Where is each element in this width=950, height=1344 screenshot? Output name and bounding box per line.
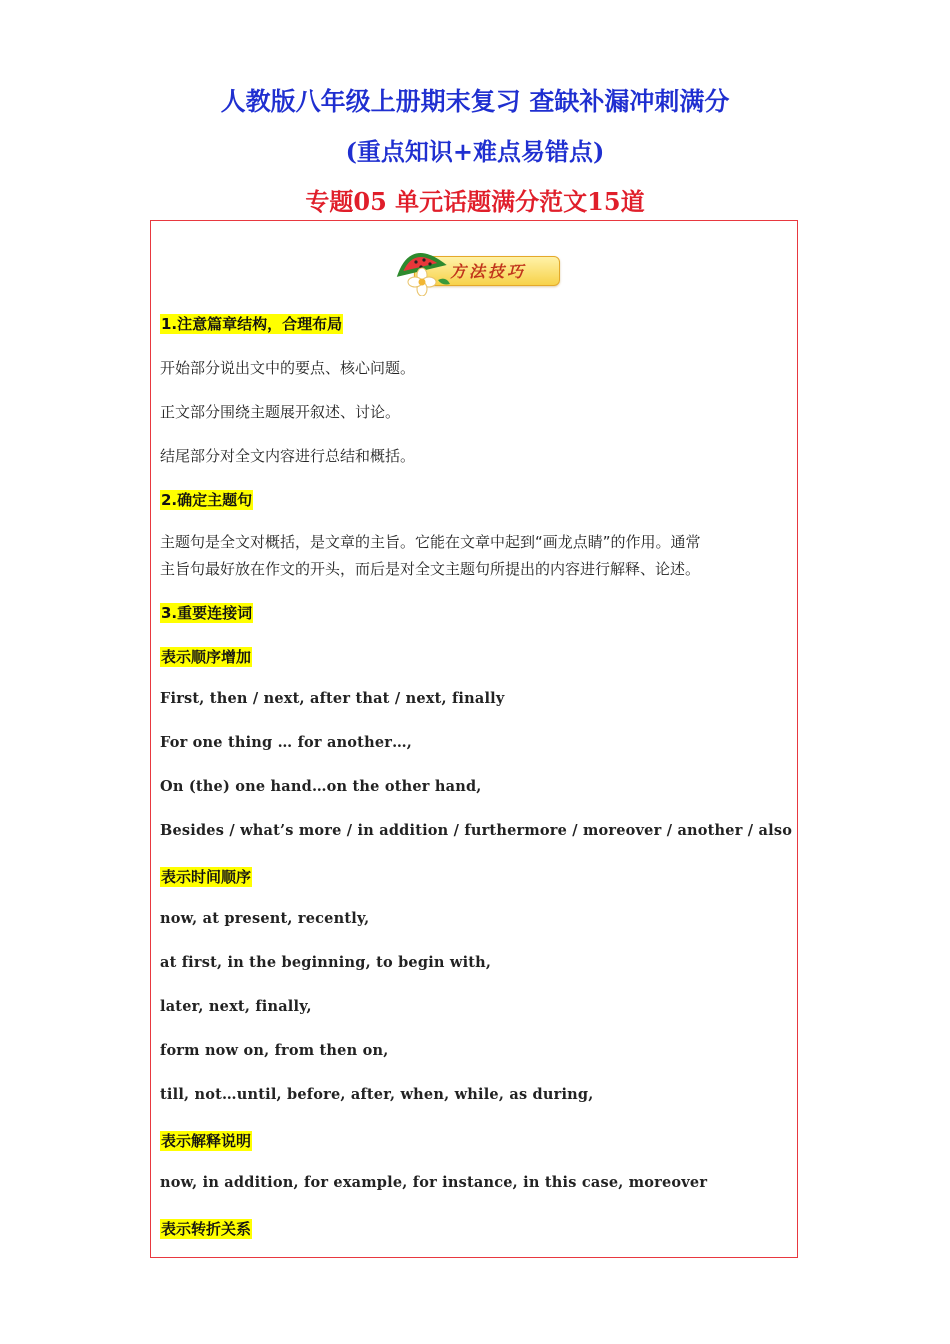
paragraph-opening: 开始部分说出文中的要点、核心问题。 [160, 359, 416, 377]
subheading-sequence: 表示顺序增加 [161, 648, 252, 666]
document-title: 人教版八年级上册期末复习 查缺补漏冲刺满分 [220, 87, 730, 116]
connective-line: now, at present, recently, [160, 910, 370, 927]
paragraph-body: 正文部分围绕主题展开叙述、讨论。 [160, 403, 401, 421]
connective-line: form now on, from then on, [160, 1042, 389, 1059]
connective-line: On (the) one hand…on the other hand, [160, 778, 482, 795]
watermelon-flower-icon [394, 240, 458, 296]
topic-sentence-line-1: 主题句是全文对概括，是文章的主旨。它能在文章中起到“画龙点睛”的作用。通常 [160, 533, 701, 551]
connective-line: till, not…until, before, after, when, while, as during, [160, 1086, 594, 1103]
connective-line: later, next, finally, [160, 998, 312, 1015]
connective-line: For one thing … for another…, [160, 734, 413, 751]
connective-line: at first, in the beginning, to begin with, [160, 954, 492, 971]
topic-title: 专题05 单元话题满分范文15道 [305, 187, 645, 216]
section-heading-structure: 1.注意篇章结构，合理布局 [161, 315, 343, 333]
badge-label: 方法技巧 [450, 262, 527, 281]
topic-sentence-line-2: 主旨句最好放在作文的开头，而后是对全文主题句所提出的内容进行解释、论述。 [160, 560, 701, 578]
method-tips-badge [394, 240, 564, 292]
content-box [150, 220, 798, 1258]
subheading-contrast: 表示转折关系 [161, 1220, 252, 1238]
paragraph-ending: 结尾部分对全文内容进行总结和概括。 [160, 447, 416, 465]
subheading-time-order: 表示时间顺序 [161, 868, 252, 886]
section-heading-connectives: 3.重要连接词 [161, 604, 253, 622]
connective-line: First, then / next, after that / next, finally [160, 690, 505, 707]
connective-line: Besides / what’s more / in addition / furthermore / moreover / another / also [160, 822, 793, 839]
subheading-explanation: 表示解释说明 [161, 1132, 252, 1150]
document-subtitle: (重点知识+难点易错点) [345, 137, 605, 166]
connective-line: now, in addition, for example, for instance, in this case, moreover [160, 1174, 708, 1191]
section-heading-topic-sentence: 2.确定主题句 [161, 491, 253, 509]
